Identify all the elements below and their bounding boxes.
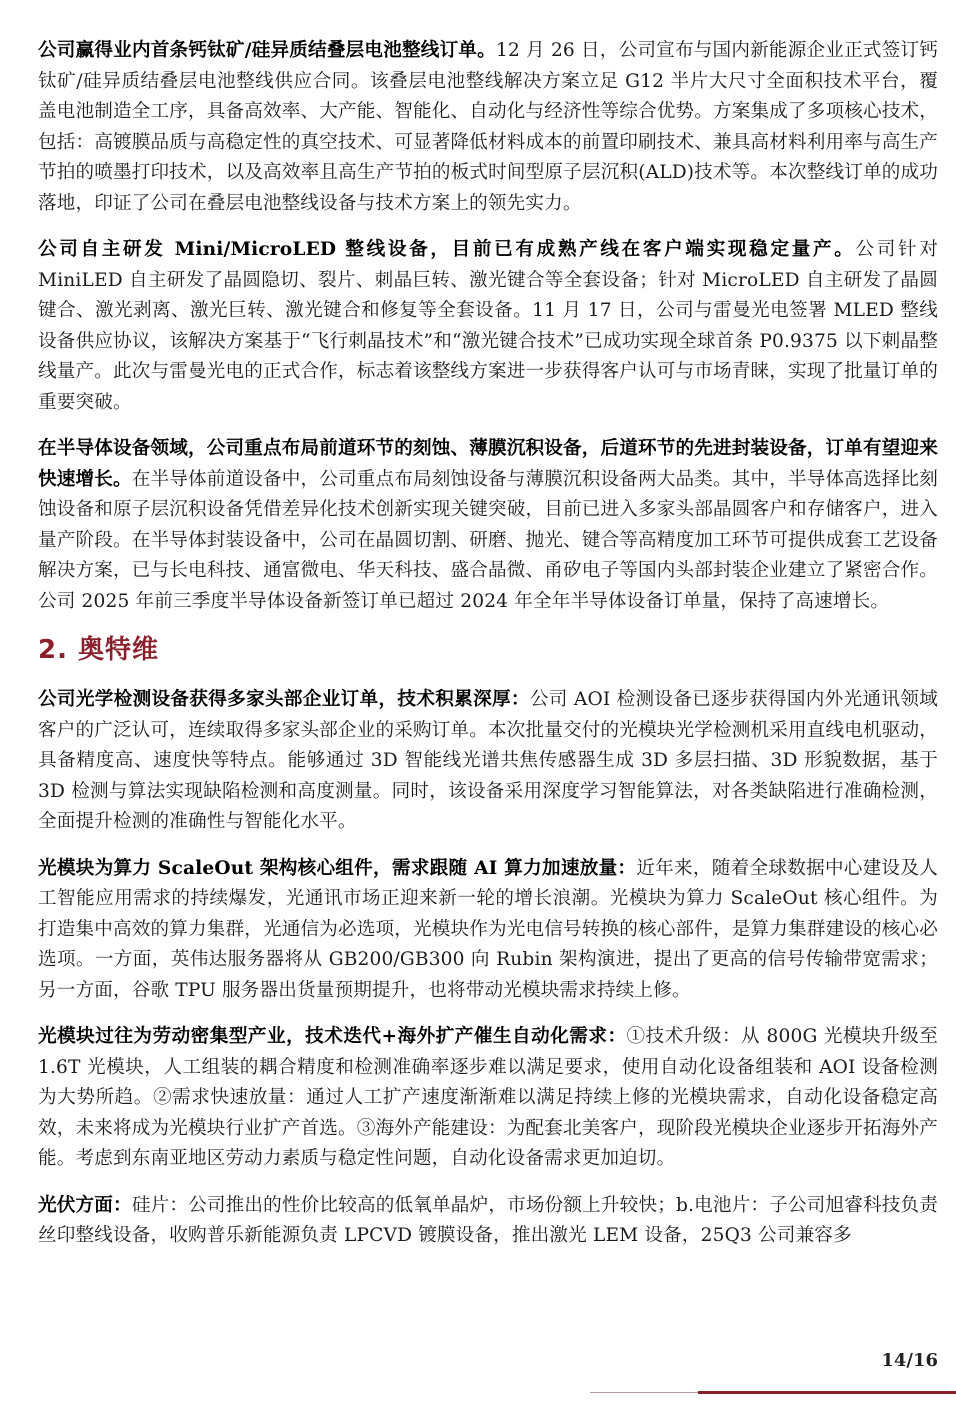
paragraph-lead: 公司光学检测设备获得多家头部企业订单，技术积累深厚： (38, 689, 530, 710)
paragraph-body: 公司针对 MiniLED 自主研发了晶圆隐切、裂片、刺晶巨转、激光键合等全套设备；针对 MicroLED 自主研发了晶圆键合、激光剥离、激光巨转、激光键合和修复等全套设备。11 月 17 日，公司与雷曼光电签署 MLED 整线设备供应协议，该解决方案基于“飞行刺晶技术”和“激光键合技术”已成功实现全球首条 P0.9375 以下刺晶整线量产。此次与雷曼光电的正式合作，标志着该整线方案进一步获得客户认可与市场青睐，实现了批量订单的重要突破。 (38, 239, 938, 413)
paragraph-lead: 光模块过往为劳动密集型产业，技术迭代+海外扩产催生自动化需求： (38, 1026, 627, 1047)
section-title: 2. 奥特维 (38, 635, 160, 665)
paragraph-body: 公司 AOI 检测设备已逐步获得国内外光通讯领域客户的广泛认可，连续取得多家头部企业的采购订单。本次批量交付的光模块光学检测机采用直线电机驱动，具备精度高、速度快等特点。能够通过 3D 智能线光谱共焦传感器生成 3D 多层扫描、3D 形貌数据，基于 3D 检测与算法实现缺陷检测和高度测量。同时，该设备采用深度学习智能算法，对各类缺陷进行准确检测，全面提升检测的准确性与智能化水平。 (38, 689, 938, 832)
footer-rule (0, 1391, 956, 1393)
paragraph-optical-module-demand (38, 854, 938, 1007)
paragraph-body: 12 月 26 日，公司宣布与国内新能源企业正式签订钙钛矿/硅异质结叠层电池整线供应合同。该叠层电池整线解决方案立足 G12 半片大尺寸全面积技术平台，覆盖电池制造全工序，具备高效率、大产能、智能化、自动化与经济性等综合优势。方案集成了多项核心技术，包括：高镀膜品质与高稳定性的真空技术、可显著降低材料成本的前置印刷技术、兼具高材料利用率与高生产节拍的喷墨打印技术，以及高效率且高生产节拍的板式时间型原子层沉积(ALD)技术等。本次整线订单的成功落地，印证了公司在叠层电池整线设备与技术方案上的领先实力。 (38, 40, 938, 214)
footer-rule-accent (698, 1391, 956, 1394)
paragraph-photovoltaic (38, 1191, 938, 1252)
paragraph-lead: 在半导体设备领域，公司重点布局前道环节的刻蚀、薄膜沉积设备，后道环节的先进封装设备，订单有望迎来快速增长。 (38, 438, 938, 490)
paragraph-optical-inspection (38, 685, 938, 838)
paragraph-body: 硅片：公司推出的性价比较高的低氧单晶炉，市场份额上升较快；b.电池片：子公司旭睿科技负责丝印整线设备，收购普乐新能源负责 LPCVD 镀膜设备，推出激光 LEM 设备，25Q3 公司兼容多 (38, 1194, 938, 1246)
document-page (38, 36, 938, 1268)
paragraph-lead: 公司自主研发 Mini/MicroLED 整线设备，目前已有成熟产线在客户端实现稳定量产。 (38, 239, 856, 260)
paragraph-tandem-cell-order (38, 36, 938, 219)
paragraph-mled-equipment (38, 235, 938, 418)
page-number: 14/16 (881, 1350, 938, 1371)
paragraph-body: 在半导体前道设备中，公司重点布局刻蚀设备与薄膜沉积设备两大品类。其中，半导体高选择比刻蚀设备和原子层沉积设备凭借差异化技术创新实现关键突破，目前已进入多家头部晶圆客户和存储客户，进入量产阶段。在半导体封装设备中，公司在晶圆切割、研磨、抛光、键合等高精度加工环节可提供成套工艺设备解决方案，已与长电科技、通富微电、华天科技、盛合晶微、甬矽电子等国内头部封装企业建立了紧密合作。公司 2025 年前三季度半导体设备新签订单已超过 2024 年全年半导体设备订单量，保持了高速增长。 (38, 468, 938, 612)
paragraph-body: ①技术升级：从 800G 光模块升级至 1.6T 光模块，人工组装的耦合精度和检测准确率逐步难以满足要求，使用自动化设备组装和 AOI 设备检测为大势所趋。②需求快速放量：通过人工扩产速度渐渐难以满足持续上修的光模块需求，自动化设备稳定高效，未来将成为光模块行业扩产首选。③海外产能建设：为配套北美客户，现阶段光模块企业逐步开拓海外产能。考虑到东南亚地区劳动力素质与稳定性问题，自动化设备需求更加迫切。 (38, 1026, 938, 1169)
paragraph-automation-demand (38, 1022, 938, 1175)
paragraph-semiconductor-equipment (38, 434, 938, 617)
paragraph-lead: 光伏方面： (38, 1194, 132, 1216)
paragraph-lead: 光模块为算力 ScaleOut 架构核心组件，需求跟随 AI 算力加速放量： (38, 857, 637, 879)
paragraph-lead: 公司赢得业内首条钙钛矿/硅异质结叠层电池整线订单。 (38, 40, 496, 61)
paragraph-body: 近年来，随着全球数据中心建设及人工智能应用需求的持续爆发，光通讯市场正迎来新一轮的增长浪潮。光模块为算力 ScaleOut 核心组件。为打造集中高效的算力集群，光通信为必选项，光模块作为光电信号转换的核心部件，是算力集群建设的核心必选项。一方面，英伟达服务器将从 GB200/GB300 向 Rubin 架构演进，提出了更高的信号传输带宽需求；另一方面，谷歌 TPU 服务器出货量预期提升，也将带动光模块需求持续上修。 (38, 857, 939, 1001)
